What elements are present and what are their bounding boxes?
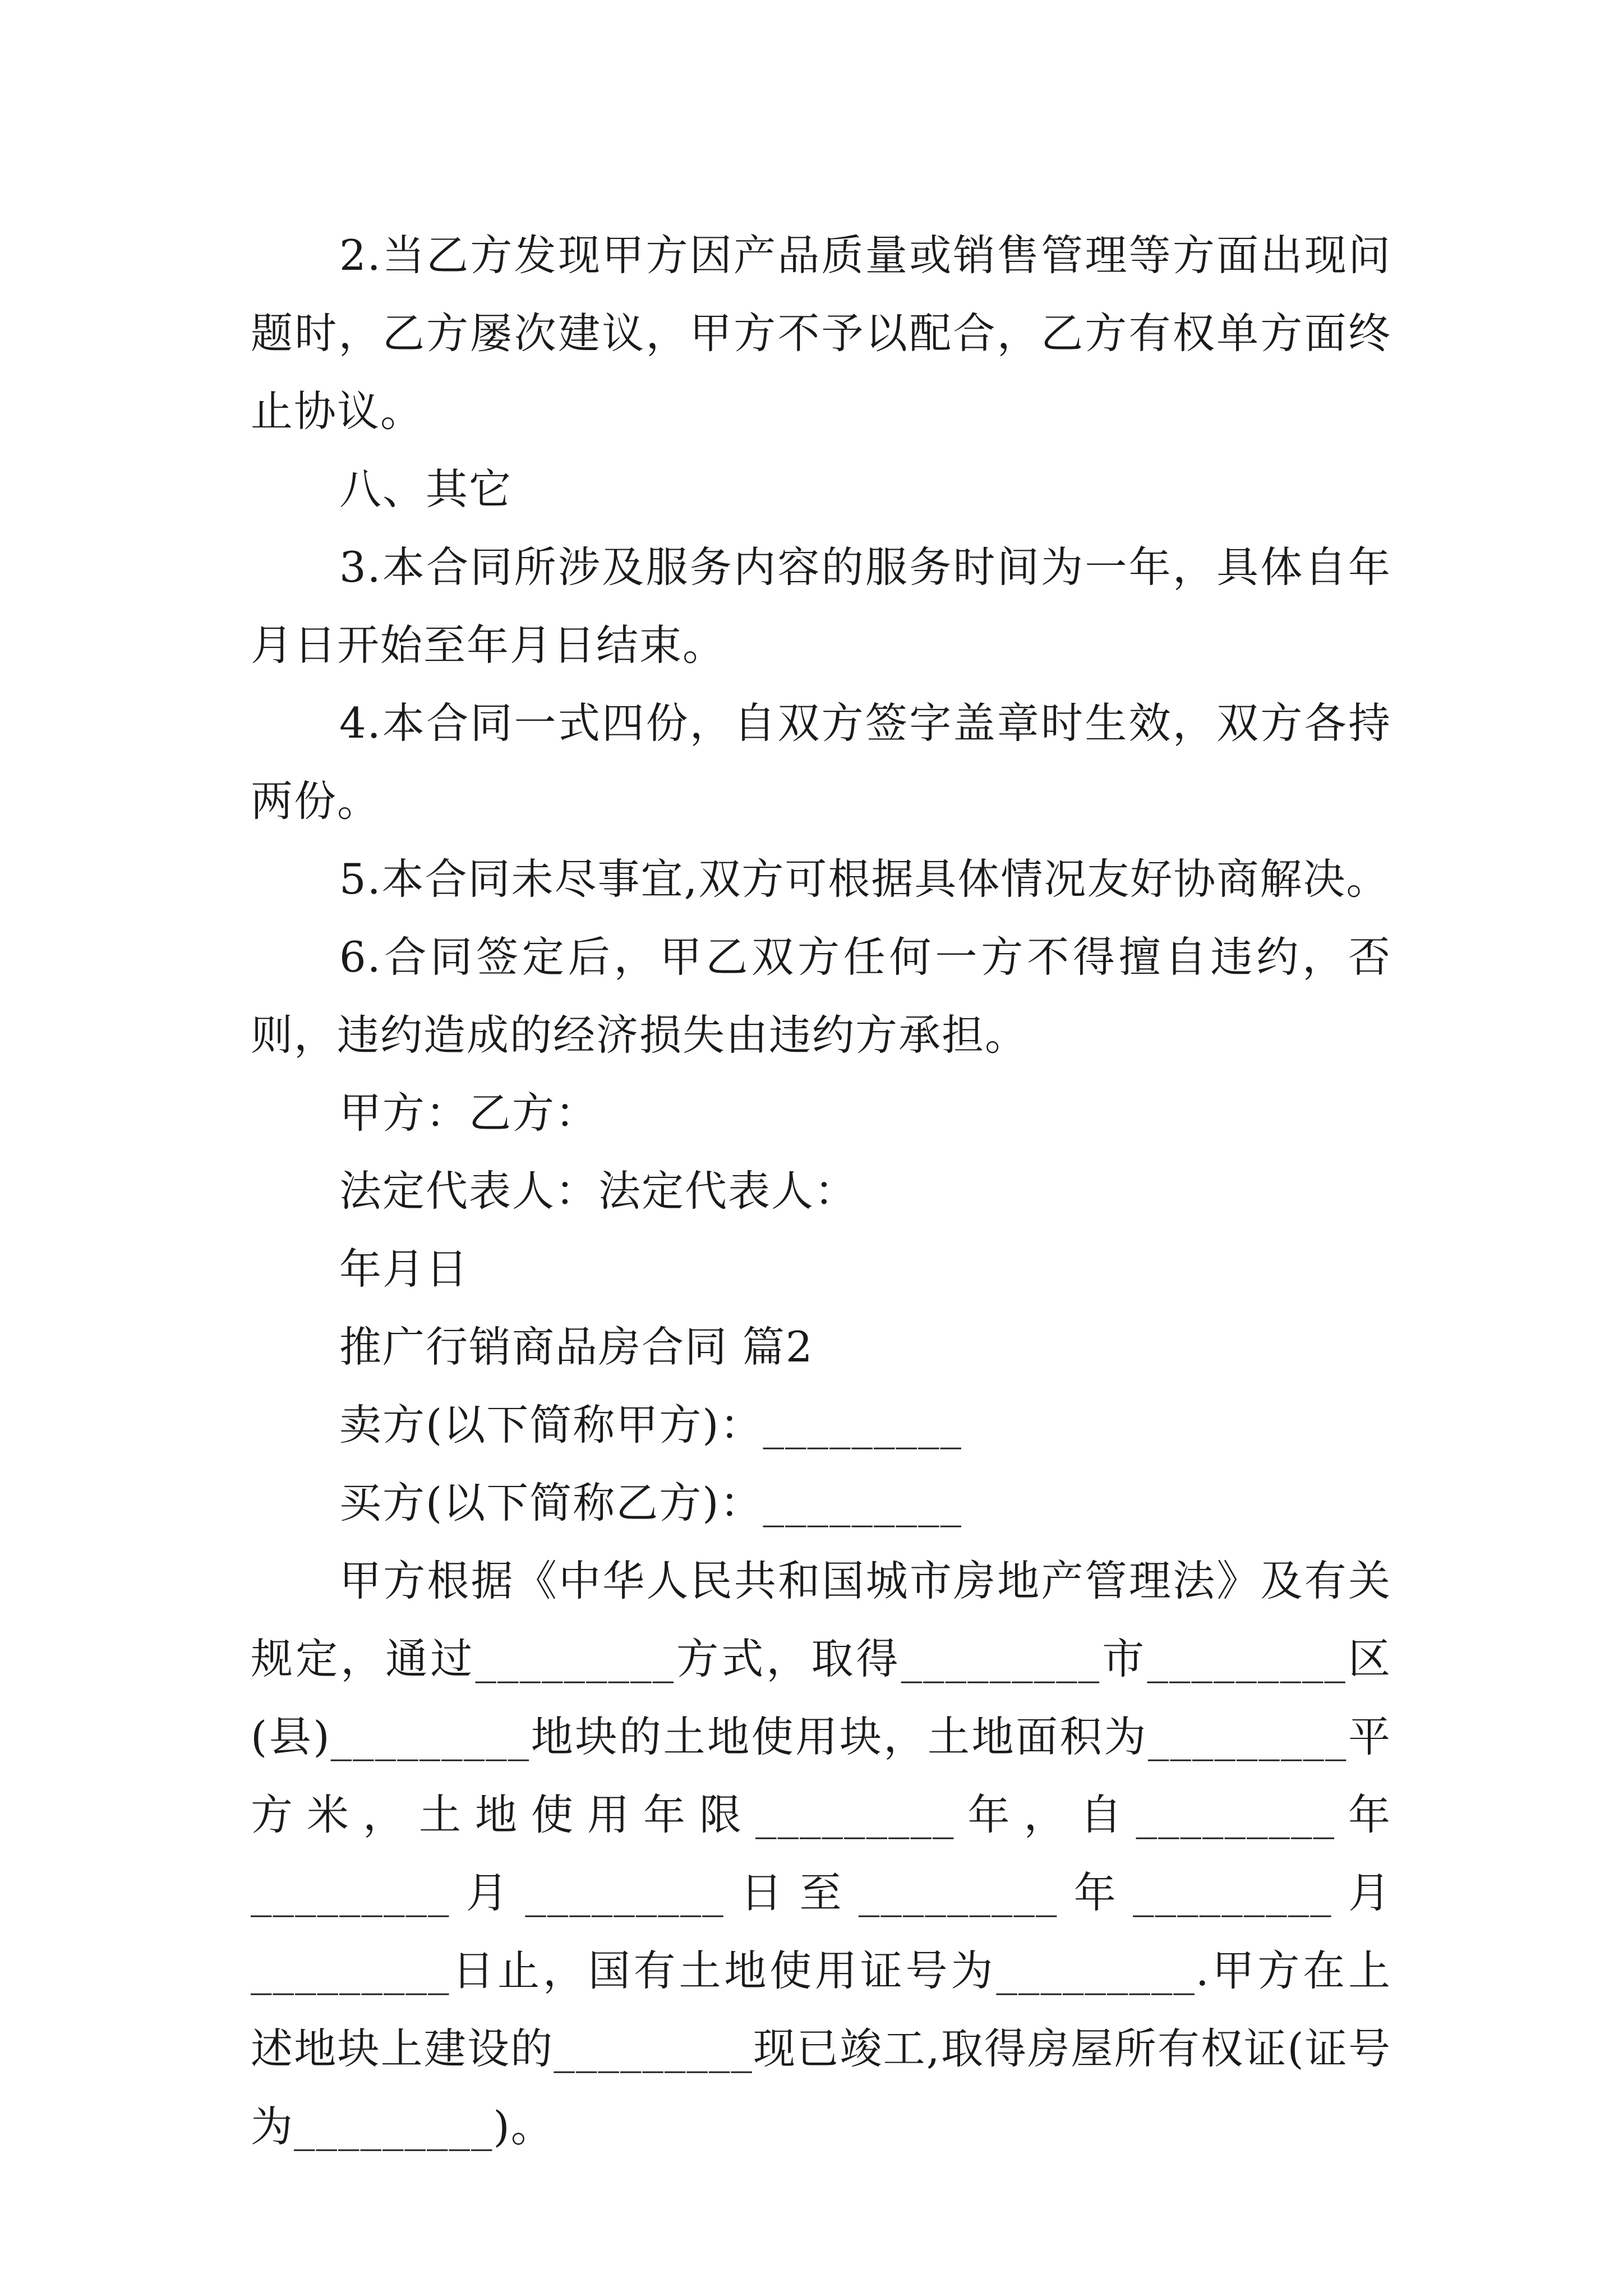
section-heading-other: 八、其它 (339, 464, 513, 514)
signature-parties: 甲方：乙方： (339, 1088, 599, 1138)
contract-title-part2: 推广行销商品房合同 篇2 (339, 1322, 814, 1372)
buyer-line: 买方(以下简称乙方)：_________ (339, 1478, 963, 1527)
paragraph-copies: 4.本合同一式四份，自双方签字盖章时生效，双方各持两份。 (251, 698, 1391, 826)
seller-line: 卖方(以下简称甲方)：_________ (339, 1400, 963, 1450)
paragraph-termination: 2.当乙方发现甲方因产品质量或销售管理等方面出现问题时，乙方屡次建议，甲方不予以配合，乙方有权单方面终止协议。 (251, 231, 1391, 436)
document-body (251, 217, 1391, 2166)
signature-date: 年月日 (339, 1244, 469, 1294)
paragraph-unresolved-matters: 5.本合同未尽事宜,双方可根据具体情况友好协商解决。 (339, 854, 1390, 904)
paragraph-land-use: 甲方根据《中华人民共和国城市房地产管理法》及有关规定，通过_________方式，取得_________市_________区(县)_________地块的土地使用块，土地面积为_________平方米，土地使用年限_________年，自_________年_________月_________日至_________年_________月_________日止，国有土地使用证号为_________.甲方在上述地块上建设的_________现已竣工,取得房屋所有权证(证号为_________)。 (251, 1556, 1391, 2151)
paragraph-breach: 6.合同签定后，甲乙双方任何一方不得擅自违约，否则，违约造成的经济损失由违约方承担。 (251, 932, 1391, 1060)
signature-representatives: 法定代表人：法定代表人： (339, 1166, 858, 1216)
paragraph-service-period: 3.本合同所涉及服务内容的服务时间为一年，具体自年月日开始至年月日结束。 (251, 542, 1391, 670)
